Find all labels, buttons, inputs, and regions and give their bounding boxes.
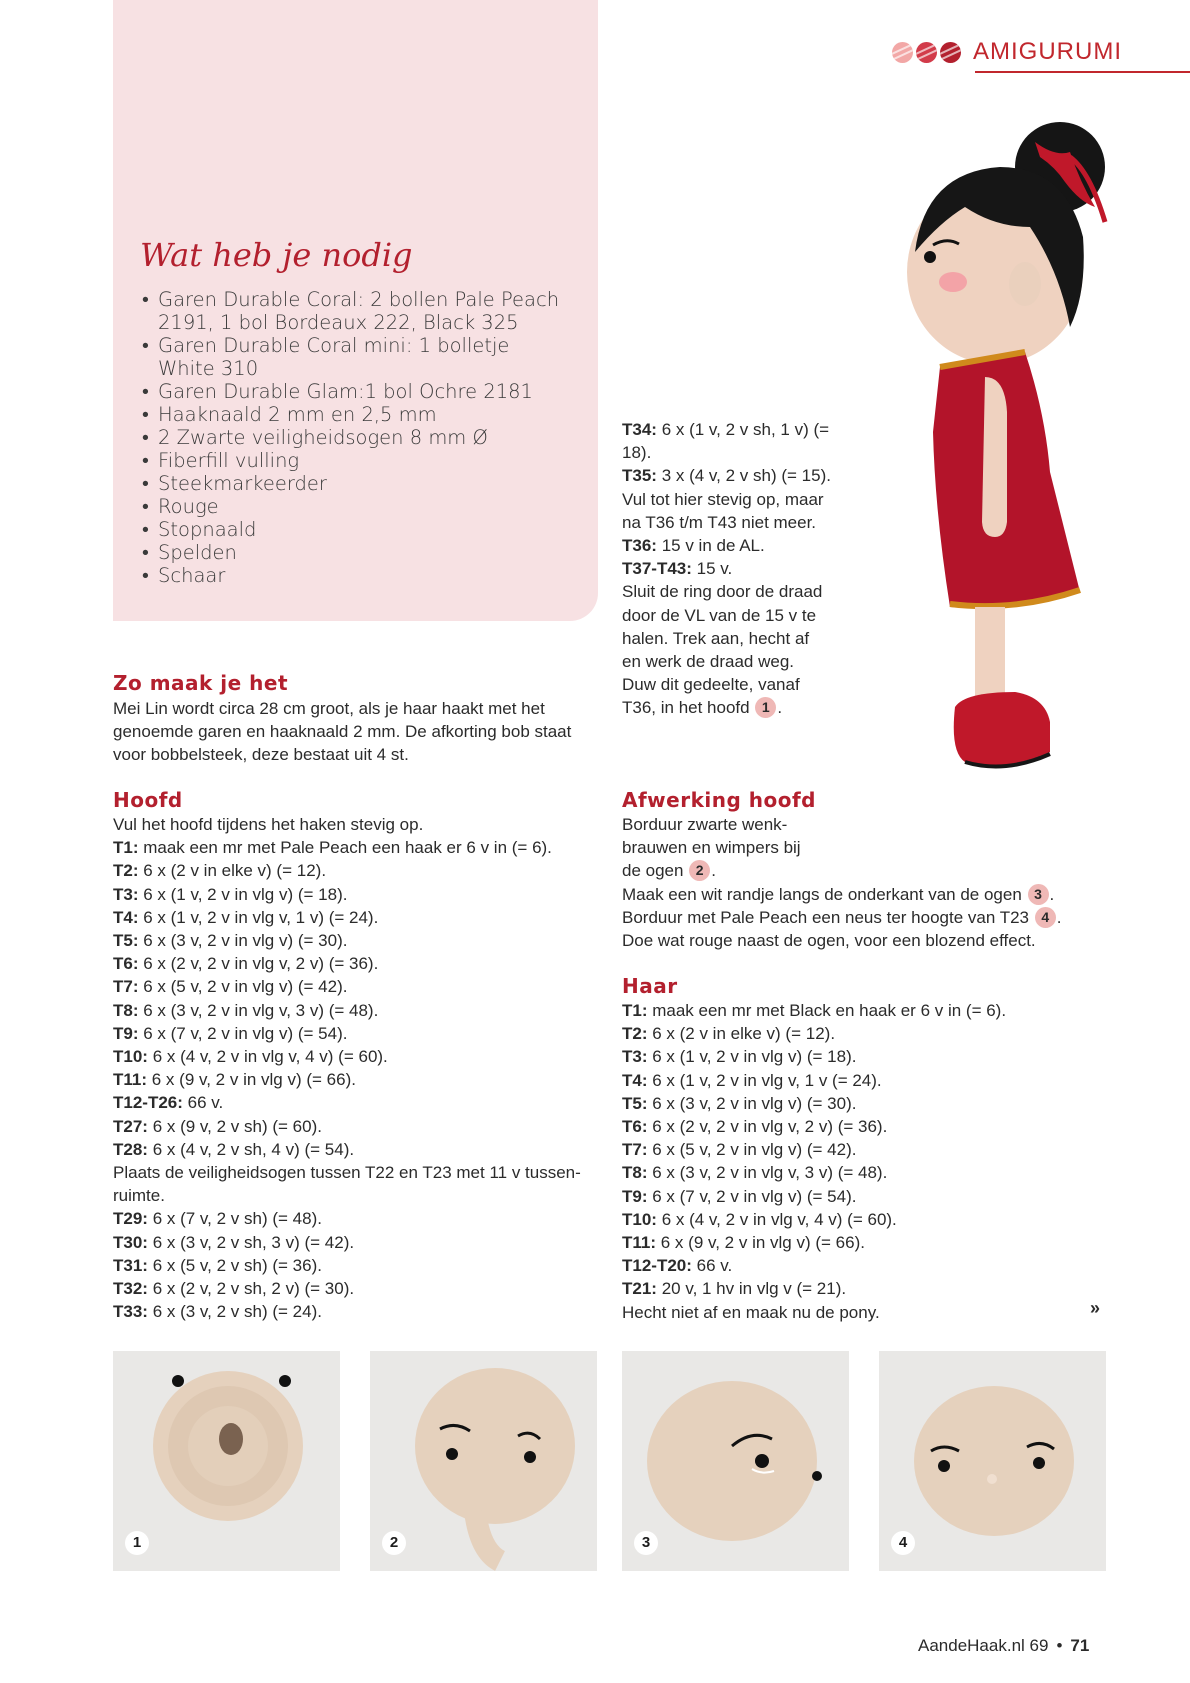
row-label: T32:: [113, 1279, 148, 1299]
pattern-row: [622, 1231, 1092, 1254]
row-t35: T35: 3 x (4 v, 2 v sh) (= 15).: [622, 466, 831, 486]
pattern-row: [622, 999, 1092, 1022]
row-label: T6:: [622, 1117, 648, 1137]
row-text: 6 x (9 v, 2 v sh) (= 60).: [147, 1116, 322, 1136]
row-text: 6 x (4 v, 2 v in vlg v, 4 v) (= 60).: [656, 1209, 897, 1229]
row-t37-t43: T37-T43: 15 v.: [622, 559, 733, 579]
step-badge-4: 4: [1035, 907, 1056, 928]
afwerking-line-1: Borduur zwarte wenk-brauwen en wimpers bij de ogen 2 .: [622, 815, 801, 881]
row-label: T28:: [113, 1139, 148, 1159]
hoofd-lead: Vul het hoofd tijdens het haken stevig op.: [113, 815, 424, 834]
pattern-row: [113, 929, 598, 952]
row-text: 20 v, 1 hv in vlg v (= 21).: [656, 1279, 847, 1299]
row-text: maak een mr met Black en haak er 6 v in (= 6).: [647, 1001, 1007, 1020]
pattern-row: [622, 1092, 1092, 1115]
section-title: AMIGURUMI: [973, 38, 1122, 65]
pattern-row: [113, 999, 598, 1022]
row-text: 6 x (1 v, 2 v in vlg v) (= 18).: [647, 1047, 857, 1067]
row-text: 6 x (1 v, 2 v in vlg v) (= 18).: [138, 884, 348, 904]
row-label: T3:: [113, 884, 139, 904]
yarn-ball-icon: [892, 42, 913, 63]
row-text: 6 x (7 v, 2 v in vlg v) (= 54).: [138, 1023, 348, 1043]
row-label: T1:: [622, 1001, 648, 1020]
row-label: T6:: [113, 954, 139, 974]
row-text: 6 x (7 v, 2 v in vlg v) (= 54).: [647, 1186, 857, 1206]
step-photo-3: [622, 1351, 849, 1571]
step-photo-4: [879, 1351, 1106, 1571]
pattern-row: [622, 1277, 1092, 1300]
hoofd-block: [113, 813, 598, 1323]
materials-item: • Garen Durable Coral mini: 1 bolletje White 310: [142, 334, 562, 380]
materials-item: • Garen Durable Glam:1 bol Ochre 2181: [142, 380, 562, 403]
row-label: T12-T20:: [622, 1256, 692, 1276]
pattern-row: [113, 836, 598, 859]
haar-end-note: Hecht niet af en maak nu de pony.: [622, 1302, 880, 1322]
doll-photo: [855, 112, 1155, 842]
row-label: T4:: [622, 1070, 648, 1090]
pattern-row: [622, 1185, 1092, 1208]
continue-arrow-icon: »: [1090, 1298, 1101, 1318]
row-text: 6 x (7 v, 2 v sh) (= 48).: [147, 1209, 322, 1229]
row-label: T2:: [113, 861, 139, 881]
footer-bullet: •: [1056, 1636, 1063, 1655]
row-label: T2:: [622, 1024, 648, 1044]
row-label: T31:: [113, 1255, 148, 1275]
pattern-row: [622, 1138, 1092, 1161]
row-text: maak een mr met Pale Peach een haak er 6 v in (= 6).: [138, 838, 552, 858]
pattern-row: [622, 1254, 1092, 1277]
photo-number: 2: [382, 1531, 406, 1555]
materials-item: • Schaar: [142, 564, 562, 587]
materials-list: [142, 288, 562, 587]
step-photo-2: [370, 1351, 597, 1571]
pattern-row: [113, 1068, 598, 1091]
materials-item: • Spelden: [142, 541, 562, 564]
pattern-row: [113, 1231, 598, 1254]
pattern-row: [113, 1091, 598, 1114]
materials-item: • Haaknaald 2 mm en 2,5 mm: [142, 403, 562, 426]
row-label: T11:: [622, 1233, 657, 1253]
row-text: 6 x (1 v, 2 v in vlg v, 1 v) (= 24).: [138, 907, 379, 927]
header-rule: [975, 71, 1190, 73]
pattern-row: [113, 1207, 598, 1230]
yarn-ball-icon: [916, 42, 937, 63]
row-label: T5:: [622, 1093, 648, 1113]
row-label: T1:: [113, 838, 139, 858]
row-label: T7:: [113, 977, 139, 997]
pattern-row: [113, 975, 598, 998]
hoofd-rows: [113, 836, 598, 1161]
row-text: 6 x (3 v, 2 v in vlg v, 3 v) (= 48).: [138, 1000, 379, 1020]
step-badge-3: 3: [1028, 884, 1049, 905]
row-label: T10:: [113, 1047, 148, 1067]
row-label: T9:: [113, 1023, 139, 1043]
pattern-row: [113, 1300, 598, 1323]
hoofd-heading: Hoofd: [113, 788, 183, 812]
pattern-row: [113, 1138, 598, 1161]
row-text: 6 x (4 v, 2 v in vlg v, 4 v) (= 60).: [147, 1047, 388, 1067]
row-label: T4:: [113, 907, 139, 927]
row-text: 6 x (1 v, 2 v in vlg v, 1 v (= 24).: [647, 1070, 882, 1090]
pattern-row: [113, 952, 598, 975]
row-label: T12-T26:: [113, 1093, 183, 1113]
row-text: 6 x (5 v, 2 v in vlg v) (= 42).: [647, 1140, 857, 1160]
row-text: 6 x (3 v, 2 v in vlg v) (= 30).: [647, 1093, 857, 1113]
hoofd-rows-continued: [113, 1207, 598, 1323]
pattern-row: [113, 1115, 598, 1138]
row-label: T27:: [113, 1116, 148, 1136]
materials-item: • Steekmarkeerder: [142, 472, 562, 495]
row-text: 6 x (9 v, 2 v in vlg v) (= 66).: [656, 1233, 865, 1253]
pattern-row: [113, 1022, 598, 1045]
row-text: 6 x (3 v, 2 v sh) (= 24).: [147, 1302, 322, 1322]
materials-item: • 2 Zwarte veiligheidsogen 8 mm Ø: [142, 426, 562, 449]
row-text: 6 x (2 v, 2 v in vlg v, 2 v) (= 36).: [647, 1117, 888, 1137]
row-text: 6 x (5 v, 2 v in vlg v) (= 42).: [138, 977, 348, 997]
photo-number: 4: [891, 1531, 915, 1555]
photo-number: 3: [634, 1531, 658, 1555]
row-text: 6 x (3 v, 2 v in vlg v) (= 30).: [138, 931, 348, 951]
row-label: T33:: [113, 1302, 148, 1322]
haar-heading: Haar: [622, 974, 678, 998]
pattern-row: [113, 1254, 598, 1277]
materials-item: • Rouge: [142, 495, 562, 518]
row-label: T3:: [622, 1047, 648, 1067]
pattern-row: [622, 1069, 1092, 1092]
row-text: 6 x (3 v, 2 v in vlg v, 3 v) (= 48).: [647, 1163, 888, 1183]
photo-number: 1: [125, 1531, 149, 1555]
section-header: [892, 38, 1122, 66]
afwerking-line-2: Maak een wit randje langs de onderkant van de ogen 3 .: [622, 884, 1055, 904]
afwerking-line-3: Borduur met Pale Peach een neus ter hoogte van T23 4 .: [622, 907, 1062, 927]
fill-note: Vul tot hier stevig op, maar na T36 t/m T43 niet meer.: [622, 489, 824, 532]
row-text: 66 v.: [691, 1256, 733, 1276]
step-badge-1: 1: [755, 697, 776, 718]
row-text: 6 x (2 v in elke v) (= 12).: [138, 861, 327, 881]
pattern-row: [622, 1115, 1092, 1138]
haar-block: [622, 999, 1092, 1324]
pattern-row: [113, 883, 598, 906]
row-t34: T34: 6 x (1 v, 2 v sh, 1 v) (= 18).: [622, 420, 830, 463]
haar-rows: [622, 999, 1092, 1301]
row-label: T8:: [113, 1000, 139, 1020]
yarn-ball-icon: [940, 42, 961, 63]
row-text: 6 x (3 v, 2 v sh, 3 v) (= 42).: [147, 1232, 355, 1252]
row-label: T30:: [113, 1232, 148, 1252]
pattern-row: [113, 1277, 598, 1300]
materials-title: Wat heb je nodig: [140, 236, 413, 274]
row-label: T9:: [622, 1186, 648, 1206]
eyes-note: Plaats de veiligheidsogen tussen T22 en T23 met 11 v tussen-ruimte.: [113, 1163, 581, 1206]
row-text: 6 x (2 v, 2 v in vlg v, 2 v) (= 36).: [138, 954, 379, 974]
row-label: T8:: [622, 1163, 648, 1183]
pattern-row: [622, 1045, 1092, 1068]
hoofd-continued-block: [622, 418, 832, 720]
step-badge-2: 2: [689, 860, 710, 881]
row-text: 6 x (2 v, 2 v sh, 2 v) (= 30).: [147, 1279, 355, 1299]
materials-item: • Garen Durable Coral: 2 bollen Pale Peach 2191, 1 bol Bordeaux 222, Black 325: [142, 288, 562, 334]
materials-item: • Fiberfill vulling: [142, 449, 562, 472]
pattern-row: [622, 1022, 1092, 1045]
row-label: T10:: [622, 1209, 657, 1229]
close-note: Sluit de ring door de draad door de VL van de 15 v te halen. Trek aan, hecht af en werk de draad weg. Duw dit gedeelte, vanaf T36, in het hoofd 1 .: [622, 582, 823, 718]
step-photo-1: [113, 1351, 340, 1571]
afwerking-heading: Afwerking hoofd: [622, 788, 816, 812]
pattern-row: [622, 1208, 1092, 1231]
row-label: T21:: [622, 1279, 657, 1299]
row-text: 66 v.: [182, 1093, 224, 1113]
afwerking-line-4: Doe wat rouge naast de ogen, voor een blozend effect.: [622, 931, 1036, 951]
row-text: 6 x (9 v, 2 v in vlg v) (= 66).: [147, 1070, 356, 1090]
row-text: 6 x (5 v, 2 v sh) (= 36).: [147, 1255, 322, 1275]
materials-item: • Stopnaald: [142, 518, 562, 541]
row-label: T11:: [113, 1070, 148, 1090]
page-number: 71: [1070, 1636, 1090, 1655]
pattern-row: [113, 1045, 598, 1068]
row-label: T5:: [113, 931, 139, 951]
footer-site: AandeHaak.nl 69: [918, 1636, 1049, 1655]
pattern-row: [113, 859, 598, 882]
row-label: T29:: [113, 1209, 148, 1229]
pattern-row: [113, 906, 598, 929]
row-text: 6 x (2 v in elke v) (= 12).: [647, 1024, 836, 1044]
row-t36: T36: 15 v in de AL.: [622, 536, 765, 556]
page-footer: [918, 1636, 1089, 1656]
row-label: T7:: [622, 1140, 648, 1160]
intro-heading: Zo maak je het: [113, 671, 289, 695]
row-text: 6 x (4 v, 2 v sh, 4 v) (= 54).: [147, 1139, 355, 1159]
intro-text: Mei Lin wordt circa 28 cm groot, als je haar haakt met het genoemde garen en haaknaald 2 mm. De afkorting bob staat voor bobbelsteek, deze bestaat uit 4 st.: [113, 699, 572, 765]
pattern-row: [622, 1161, 1092, 1184]
